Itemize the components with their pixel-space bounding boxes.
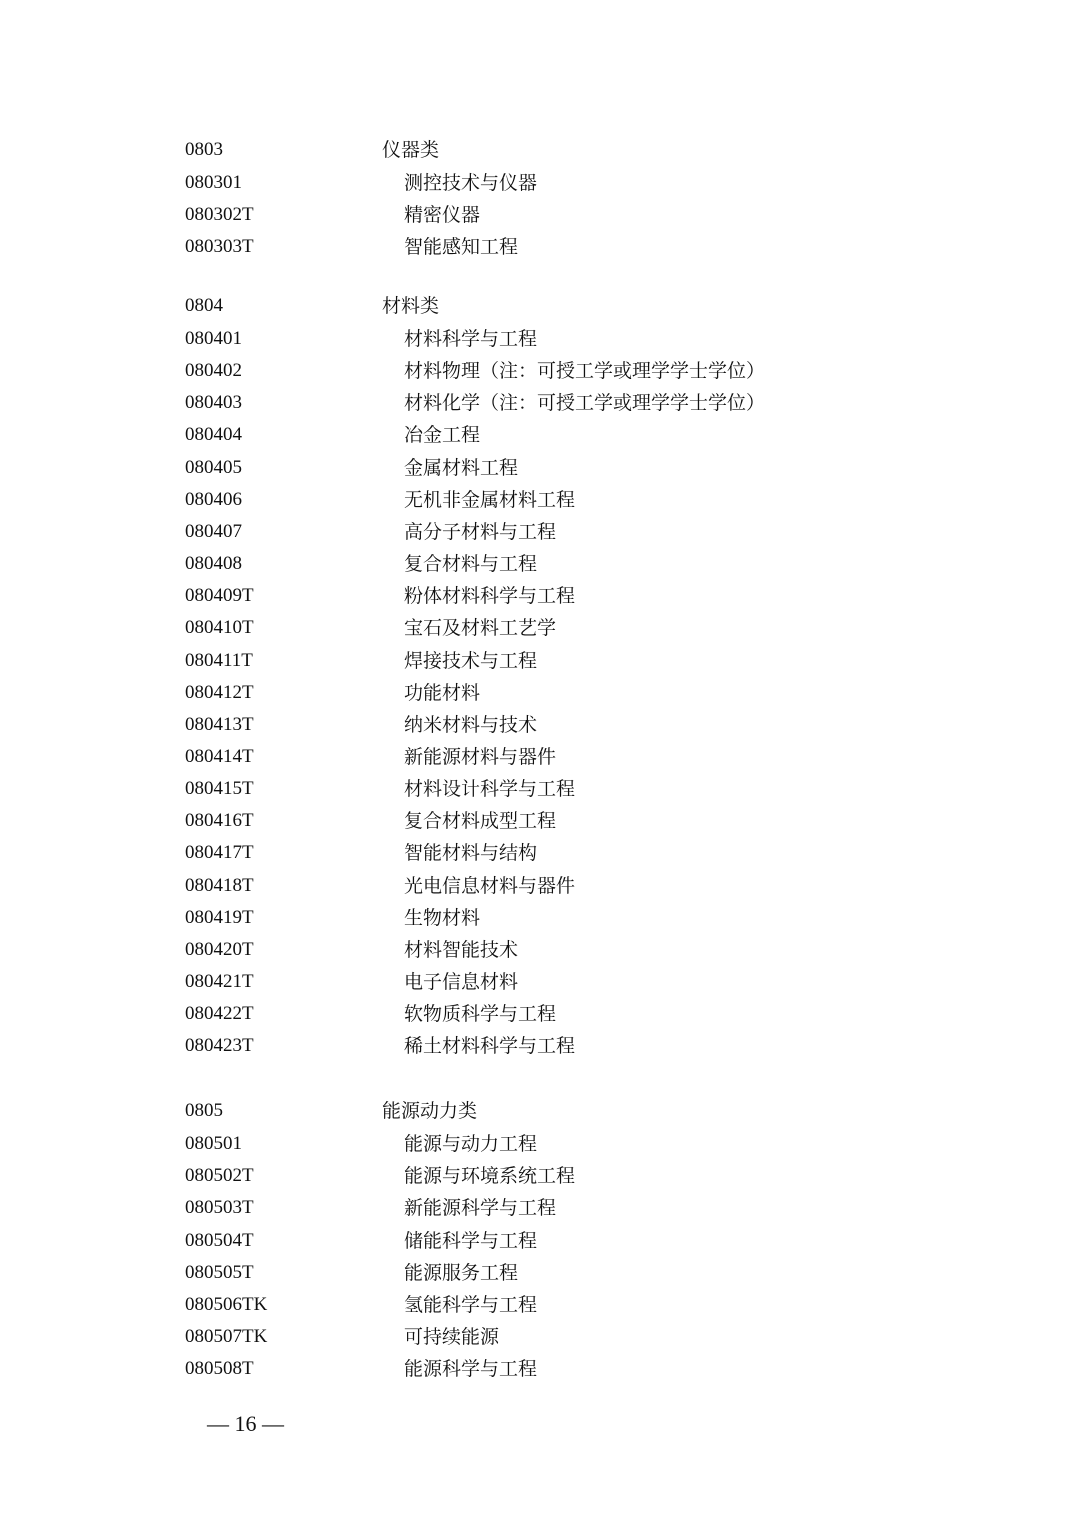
major-code: 080302T [185,204,254,226]
major-name: 宝石及材料工艺学 [404,617,557,640]
major-row [0,646,1080,676]
major-code: 080413T [185,713,254,735]
major-name: 能源服务工程 [404,1261,519,1284]
major-row [0,549,1080,579]
category-row [0,291,1080,321]
major-code: 080414T [185,746,254,767]
major-row [0,388,1080,418]
major-code: 080504T [185,1229,254,1251]
major-code: 080411T [185,649,253,671]
major-name: 材料科学与工程 [404,328,538,350]
major-code: 080405 [185,456,242,478]
major-name: 新能源材料与器件 [404,746,557,768]
major-name: 电子信息材料 [404,971,519,993]
major-name: 储能科学与工程 [404,1229,538,1252]
major-code: 080423T [185,1035,254,1057]
major-row [0,1031,1080,1061]
major-code: 080415T [185,778,254,800]
major-row [0,742,1080,772]
major-code: 080412T [185,681,254,703]
major-row [0,453,1080,483]
major-code: 080506TK [185,1293,268,1315]
major-name: 精密仪器 [404,204,481,227]
major-name: 能源与动力工程 [404,1133,538,1155]
major-name: 光电信息材料与器件 [404,874,576,897]
major-name: 高分子材料与工程 [404,520,557,543]
major-code: 080407 [185,520,242,542]
major-row [0,485,1080,515]
major-row [0,420,1080,450]
major-name: 焊接技术与工程 [404,649,538,672]
major-name: 复合材料成型工程 [404,810,557,833]
major-row [0,1129,1080,1159]
major-row [0,1258,1080,1288]
major-code: 080505T [185,1261,254,1283]
major-row [0,200,1080,230]
page-number: — 16 — [207,1411,284,1436]
major-code: 080410T [185,617,254,639]
major-row [0,356,1080,386]
major-row [0,967,1080,997]
category-row [0,135,1080,165]
category-name: 材料类 [382,295,440,317]
major-row [0,903,1080,933]
major-code: 080502T [185,1165,254,1187]
major-name: 氢能科学与工程 [404,1293,538,1316]
major-row [0,168,1080,198]
category-row [0,1096,1080,1126]
major-row [0,774,1080,804]
major-code: 080408 [185,553,242,574]
major-row [0,613,1080,643]
major-code: 080422T [185,1003,254,1025]
major-code: 080501 [185,1133,242,1154]
category-name: 仪器类 [382,139,440,161]
major-code: 080419T [185,906,254,928]
major-name: 冶金工程 [404,424,481,447]
major-code: 080503T [185,1197,254,1219]
major-name: 测控技术与仪器 [404,172,538,194]
major-name: 材料智能技术 [404,938,519,961]
category-code: 0804 [185,295,223,316]
major-row [0,871,1080,901]
major-name: 能源科学与工程 [404,1358,538,1380]
major-name: 粉体材料科学与工程 [404,585,576,608]
major-code: 080508T [185,1358,254,1379]
major-name: 金属材料工程 [404,456,519,479]
major-code: 080406 [185,488,242,510]
major-row [0,1193,1080,1223]
major-row [0,1226,1080,1256]
major-row [0,232,1080,262]
major-row [0,324,1080,354]
major-name: 智能感知工程 [404,236,519,259]
major-row [0,806,1080,836]
major-row [0,1354,1080,1384]
major-code: 080409T [185,585,254,607]
category-name: 能源动力类 [382,1100,478,1122]
major-name: 功能材料 [404,681,481,704]
major-code: 080303T [185,236,254,258]
major-name: 可持续能源 [404,1325,500,1348]
major-code: 080301 [185,172,242,193]
major-name: 材料设计科学与工程 [404,778,576,801]
major-name: 纳米材料与技术 [404,713,538,736]
major-name: 生物材料 [404,906,481,929]
major-code: 080417T [185,842,254,864]
category-code: 0803 [185,139,223,160]
major-name: 材料化学（注：可授工学或理学学士学位） [404,392,766,415]
major-row [0,1322,1080,1352]
major-name: 无机非金属材料工程 [404,488,576,511]
major-code: 080416T [185,810,254,832]
major-row [0,999,1080,1029]
major-row [0,678,1080,708]
major-code: 080418T [185,874,254,896]
major-code: 080507TK [185,1325,268,1347]
major-row [0,838,1080,868]
major-row [0,1290,1080,1320]
major-name: 能源与环境系统工程 [404,1165,576,1188]
major-code: 080402 [185,360,242,382]
major-name: 复合材料与工程 [404,553,538,575]
major-row [0,710,1080,740]
major-name: 智能材料与结构 [404,842,538,865]
major-name: 新能源科学与工程 [404,1197,557,1220]
major-code: 080420T [185,938,254,960]
major-code: 080403 [185,392,242,414]
major-row [0,935,1080,965]
category-code: 0805 [185,1100,223,1121]
major-name: 软物质科学与工程 [404,1003,557,1026]
major-code: 080401 [185,328,242,349]
major-code: 080421T [185,971,254,992]
major-row [0,581,1080,611]
major-code: 080404 [185,424,242,446]
major-row [0,1161,1080,1191]
major-name: 材料物理（注：可授工学或理学学士学位） [404,360,766,383]
major-row [0,517,1080,547]
major-name: 稀土材料科学与工程 [404,1035,576,1058]
